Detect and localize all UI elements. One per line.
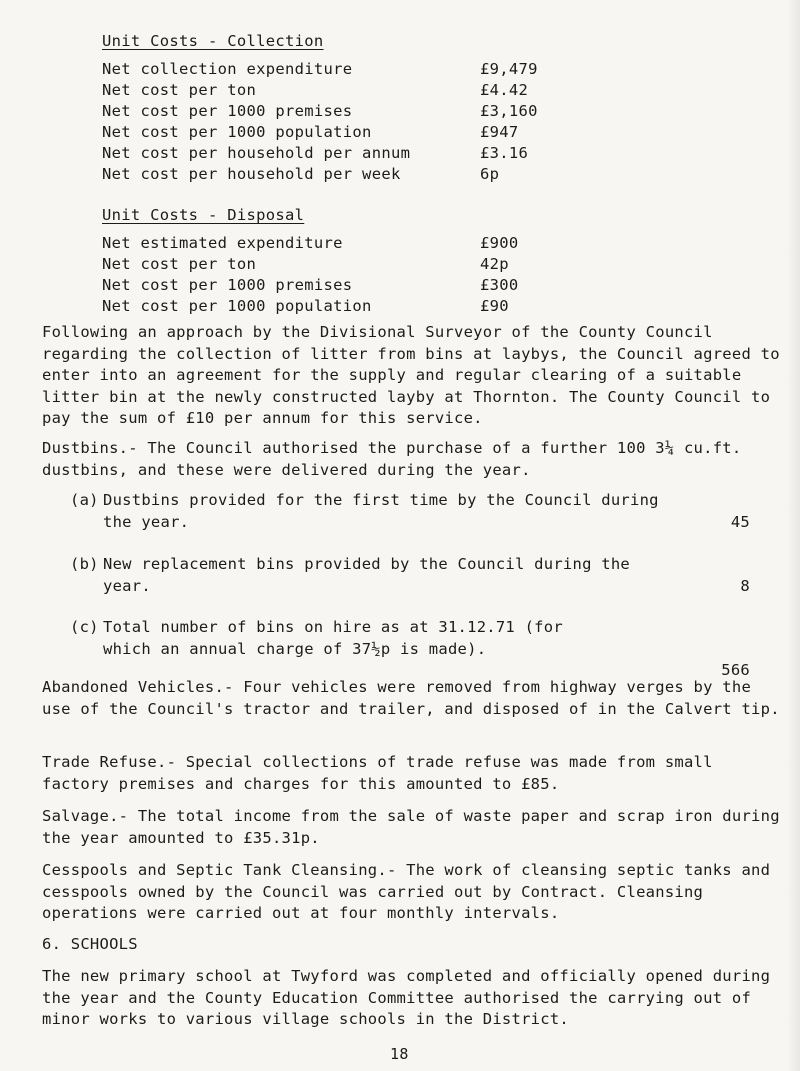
row-label: Net cost per 1000 population: [102, 297, 372, 315]
row-label: Net cost per 1000 population: [102, 123, 372, 141]
salvage-paragraph: Salvage.- The total income from the sale of waste paper and scrap iron during the year amounted to £35.31p.: [42, 807, 780, 847]
table-row: [102, 255, 622, 277]
row-value: £4.42: [480, 81, 529, 99]
schools-heading: 6. SCHOOLS: [42, 935, 138, 953]
table-row: [102, 60, 622, 82]
table-row: [102, 81, 622, 103]
item-letter: (c): [70, 618, 99, 636]
page-number: 18: [390, 1045, 409, 1063]
item-text: New replacement bins provided by the Council during the year.: [103, 555, 630, 595]
page-edge-shadow: [786, 0, 800, 1071]
row-value: £9,479: [480, 60, 538, 78]
table-row: [102, 123, 622, 145]
schools-paragraph: The new primary school at Twyford was completed and officially opened during the year and the County Education Committee authorised the carrying out of minor works to various village schools in the District.: [42, 967, 771, 1028]
table-row: [102, 144, 622, 166]
table-row: [102, 102, 622, 124]
row-label: Net cost per 1000 premises: [102, 102, 353, 120]
collection-heading: Unit Costs - Collection: [102, 32, 324, 50]
row-label: Net cost per ton: [102, 255, 257, 273]
cesspools-paragraph: Cesspools and Septic Tank Cleansing.- The work of cleansing septic tanks and cesspools owned by the Council was carried out by Contract. Cleansing operations were carried out at four monthly intervals.: [42, 861, 771, 922]
dustbins-paragraph: Dustbins.- The Council authorised the purchase of a further 100 3¼ cu.ft. dustbins, and these were delivered during the year.: [42, 439, 742, 479]
table-row: [102, 276, 622, 298]
table-row: [102, 165, 622, 187]
row-label: Net collection expenditure: [102, 60, 353, 78]
row-value: 42p: [480, 255, 509, 273]
row-value: £3.16: [480, 144, 529, 162]
table-row: [102, 297, 622, 319]
trade-refuse-paragraph: Trade Refuse.- Special collections of trade refuse was made from small factory premises and charges for this amounted to £85.: [42, 753, 713, 793]
item-value: 45: [730, 512, 750, 531]
row-label: Net estimated expenditure: [102, 234, 343, 252]
layby-paragraph: Following an approach by the Divisional Surveyor of the County Council regarding the collection of litter from bins at laybys, the Council agreed to enter into an agreement for the supply and regular clearing of a suitable litter bin at the newly constructed layby at Thornton. The County Council to pay the sum of £10 per annum for this service.: [42, 323, 780, 427]
item-letter: (a): [70, 491, 99, 509]
row-value: £90: [480, 297, 509, 315]
item-text: Dustbins provided for the first time by the Council during the year.: [103, 491, 659, 531]
item-text: Total number of bins on hire as at 31.12.71 (for which an annual charge of 37½p is made).: [103, 618, 563, 658]
list-item: [70, 617, 750, 683]
list-item: [70, 554, 750, 598]
item-letter: (b): [70, 555, 99, 573]
item-value: 566: [721, 661, 750, 679]
abandoned-vehicles-paragraph: Abandoned Vehicles.- Four vehicles were removed from highway verges by the use of the Council's tractor and trailer, and disposed of in the Calvert tip.: [42, 678, 780, 718]
list-item: [70, 490, 750, 534]
row-value: £900: [480, 234, 519, 252]
row-value: £3,160: [480, 102, 538, 120]
row-label: Net cost per household per week: [102, 165, 401, 183]
table-row: [102, 234, 622, 256]
row-label: Net cost per household per annum: [102, 144, 411, 162]
row-value: £300: [480, 276, 519, 294]
item-value: 8: [740, 576, 750, 595]
row-value: £947: [480, 123, 519, 141]
row-value: 6p: [480, 165, 500, 183]
row-label: Net cost per ton: [102, 81, 257, 99]
disposal-heading: Unit Costs - Disposal: [102, 206, 305, 224]
row-label: Net cost per 1000 premises: [102, 276, 353, 294]
